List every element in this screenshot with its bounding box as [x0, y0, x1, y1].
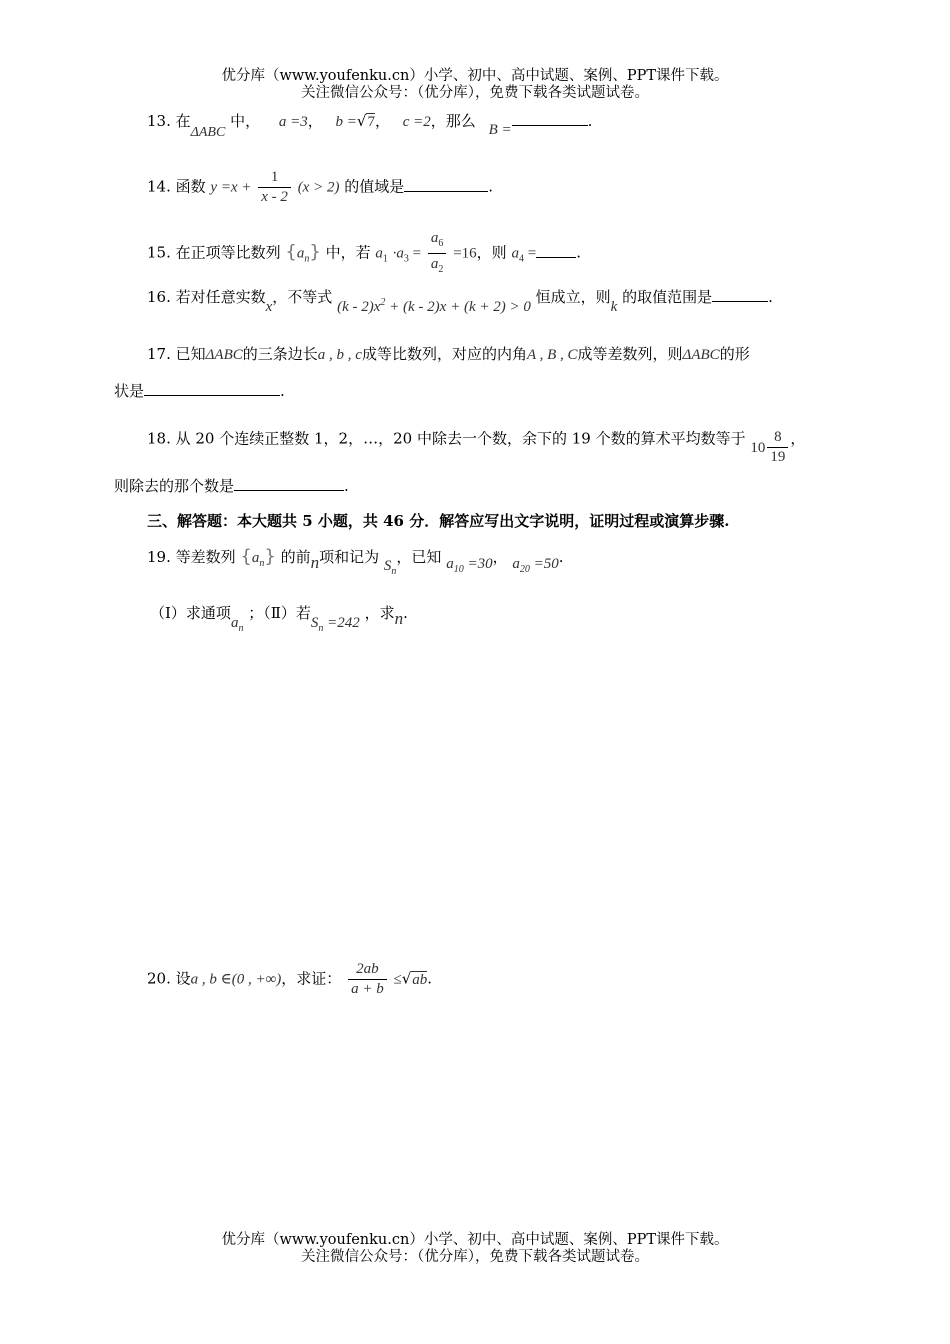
- fraction-q14: $\frac{1}{x - 2}$: [258, 168, 291, 207]
- answer-blank-14[interactable]: [404, 177, 488, 192]
- fraction-q20: $\frac{2ab}{a + b}$: [348, 960, 387, 999]
- question-18-line-1: 18. 从 20 个连续正整数 1，2，…，20 中除去一个数，余下的 19 个数的算术平均数等于 10 $\frac{8}{19}$ ，: [147, 429, 806, 465]
- answer-blank-17[interactable]: [144, 381, 280, 396]
- section-3-title: 三、解答题：本大题共 5 小题，共 46 分．解答应写出文字说明，证明过程或演算步骤.: [147, 512, 730, 530]
- question-18-line-2: 则除去的那个数是 .: [114, 477, 349, 495]
- page-footer: [0, 1232, 950, 1266]
- right-brace-icon: }: [264, 546, 276, 567]
- header-line-2: 关注微信公众号：（优分库），免费下载各类试题试卷。: [301, 85, 649, 101]
- question-15: 15. 在正项等比数列 $\{a_n\}$ 中，若 $a_1 \cdot a_3$ = $\frac{a_6}{a_2}$ =16，则 $a_4$ = .: [147, 228, 581, 279]
- question-19-line-1: 19. 等差数列 $\{a_n\}$ 的前n项和记为 $S_n$，已知 $a_{10} =30$， $a_{20} =50$.: [147, 546, 564, 577]
- fraction-q15: $\frac{a_6}{a_2}$: [428, 228, 447, 279]
- answer-blank-18[interactable]: [234, 476, 344, 491]
- question-17-line-1: 17. 已知ΔABC的三条边长a , b , c成等比数列，对应的内角A , B , C成等差数列，则ΔABC的形: [147, 345, 750, 363]
- answer-blank-15[interactable]: [536, 243, 576, 258]
- question-20: 20. 设a , b ∈(0 , +∞)，求证： $\frac{2ab}{a + b}$ ≤√ab.: [147, 961, 433, 997]
- answer-blank-13[interactable]: [512, 111, 588, 126]
- question-17-line-2: 状是 .: [114, 382, 285, 400]
- left-brace-icon: {: [285, 241, 297, 263]
- right-brace-icon: }: [309, 241, 321, 263]
- question-14: 14. 函数 y =x + $\frac{1}{x - 2}$ (x > 2) 的值域是 .: [147, 169, 494, 205]
- answer-blank-16[interactable]: [712, 287, 768, 302]
- question-16: 16. 若对任意实数x，不等式 $(k - 2)x^2 + (k - 2)x + (k + 2) > 0$ 恒成立，则k 的取值范围是 .: [147, 288, 773, 315]
- header-line-1: 优分库（www.youfenku.cn）小学、初中、高中试题、案例、PPT课件下载。: [221, 68, 729, 84]
- page-header: [0, 68, 950, 102]
- question-19-line-2: （Ⅰ）求通项$a_n$ ；（Ⅱ）若$S_n =242$ ，求n.: [150, 604, 408, 634]
- left-brace-icon: {: [240, 546, 252, 567]
- fraction-q18: $\frac{8}{19}$: [767, 428, 788, 467]
- footer-line-1: 优分库（www.youfenku.cn）小学、初中、高中试题、案例、PPT课件下载。: [221, 1232, 729, 1248]
- footer-line-2: 关注微信公众号：（优分库），免费下载各类试题试卷。: [301, 1249, 649, 1265]
- question-13: 13. 在ΔABC 中， a =3， b =√7， c =2，那么 B = .: [147, 112, 593, 140]
